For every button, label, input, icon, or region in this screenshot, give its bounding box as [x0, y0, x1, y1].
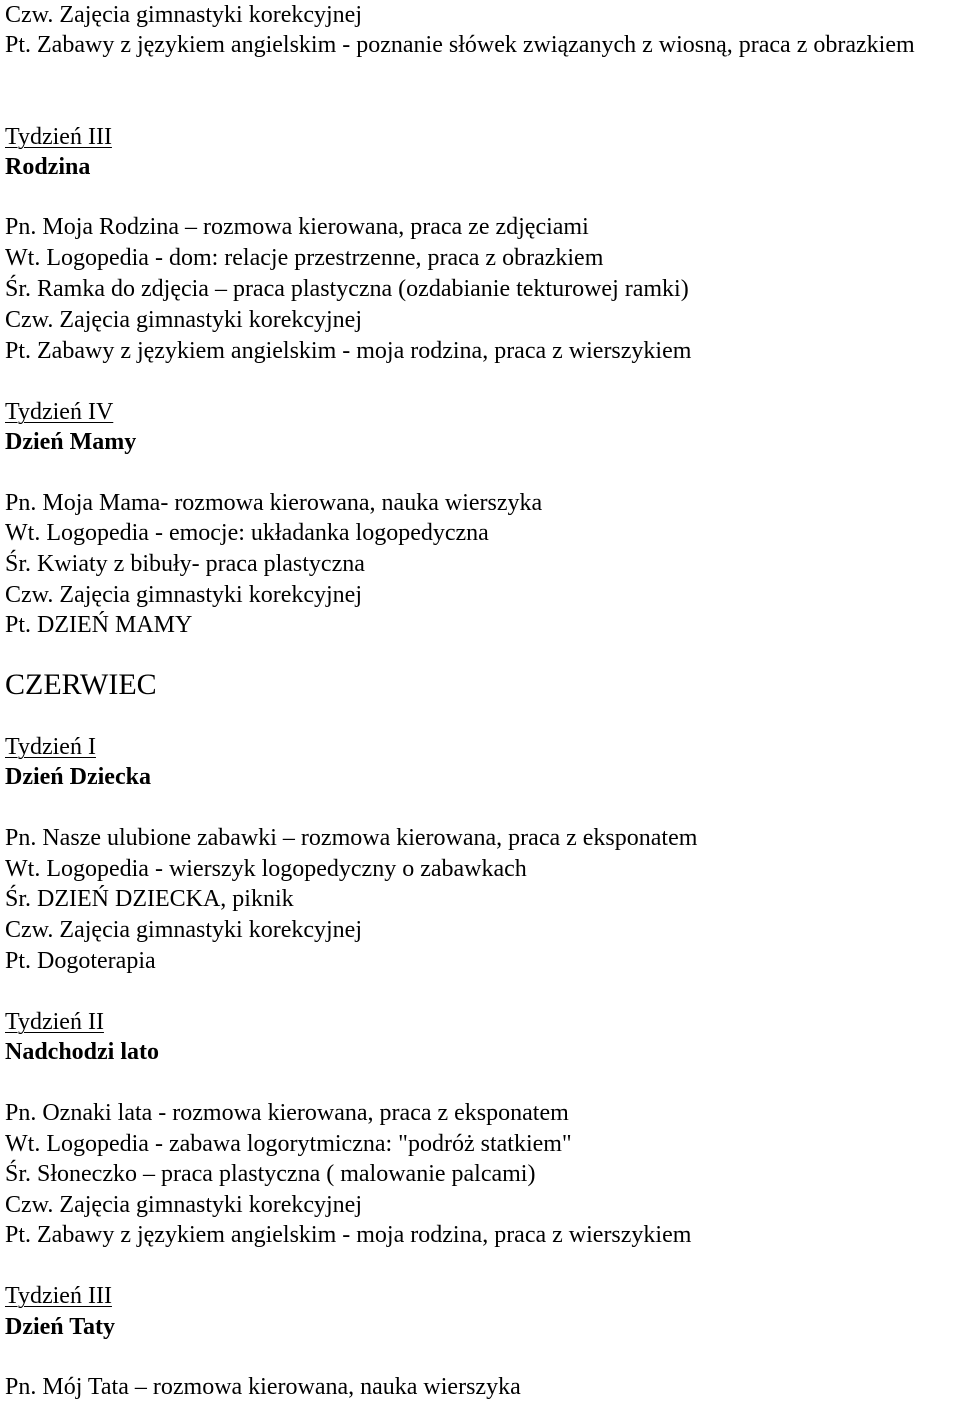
week-heading: Tydzień III	[5, 124, 112, 150]
day-item: Pt. Dogoterapia	[5, 948, 156, 974]
day-item: Pn. Oznaki lata - rozmowa kierowana, praca z eksponatem	[5, 1100, 569, 1126]
week-heading: Tydzień II	[5, 1009, 104, 1035]
day-item: Śr. Słoneczko – praca plastyczna ( malowanie palcami)	[5, 1161, 536, 1187]
day-item: Pt. Zabawy z językiem angielskim - moja rodzina, praca z wierszykiem	[5, 338, 692, 364]
week-theme: Dzień Taty	[5, 1314, 116, 1340]
day-item: Czw. Zajęcia gimnastyki korekcyjnej	[5, 1192, 362, 1218]
day-item: Śr. Ramka do zdjęcia – praca plastyczna (ozdabianie tekturowej ramki)	[5, 276, 689, 302]
day-item: Wt. Logopedia - dom: relacje przestrzenne, praca z obrazkiem	[5, 245, 604, 271]
week-theme: Rodzina	[5, 154, 91, 180]
day-item: Śr. Kwiaty z bibuły- praca plastyczna	[5, 551, 365, 577]
day-item: Pt. Zabawy z językiem angielskim - poznanie słówek związanych z wiosną, praca z obrazkiem	[5, 32, 915, 58]
week-theme: Dzień Dziecka	[5, 764, 151, 790]
week-heading: Tydzień III	[5, 1283, 112, 1309]
day-item: Wt. Logopedia - wierszyk logopedyczny o zabawkach	[5, 856, 527, 882]
day-item: Czw. Zajęcia gimnastyki korekcyjnej	[5, 582, 362, 608]
day-item: Pt. Zabawy z językiem angielskim - moja rodzina, praca z wierszykiem	[5, 1222, 692, 1248]
day-item: Wt. Logopedia - emocje: układanka logopedyczna	[5, 520, 489, 546]
day-item: Pn. Mój Tata – rozmowa kierowana, nauka wierszyka	[5, 1374, 521, 1400]
day-item: Pn. Nasze ulubione zabawki – rozmowa kierowana, praca z eksponatem	[5, 825, 698, 851]
week-theme: Nadchodzi lato	[5, 1039, 160, 1065]
day-item: Pt. DZIEŃ MAMY	[5, 612, 193, 638]
day-item: Pn. Moja Rodzina – rozmowa kierowana, praca ze zdjęciami	[5, 214, 589, 240]
day-item: Czw. Zajęcia gimnastyki korekcyjnej	[5, 917, 362, 943]
day-item: Czw. Zajęcia gimnastyki korekcyjnej	[5, 2, 362, 28]
day-item: Śr. DZIEŃ DZIECKA, piknik	[5, 886, 294, 912]
month-heading: CZERWIEC	[5, 668, 157, 701]
week-heading: Tydzień I	[5, 734, 96, 760]
day-item: Czw. Zajęcia gimnastyki korekcyjnej	[5, 307, 362, 333]
week-theme: Dzień Mamy	[5, 429, 137, 455]
week-heading: Tydzień IV	[5, 399, 114, 425]
day-item: Wt. Logopedia - zabawa logorytmiczna: "podróż statkiem"	[5, 1131, 572, 1157]
day-item: Pn. Moja Mama- rozmowa kierowana, nauka wierszyka	[5, 490, 543, 516]
